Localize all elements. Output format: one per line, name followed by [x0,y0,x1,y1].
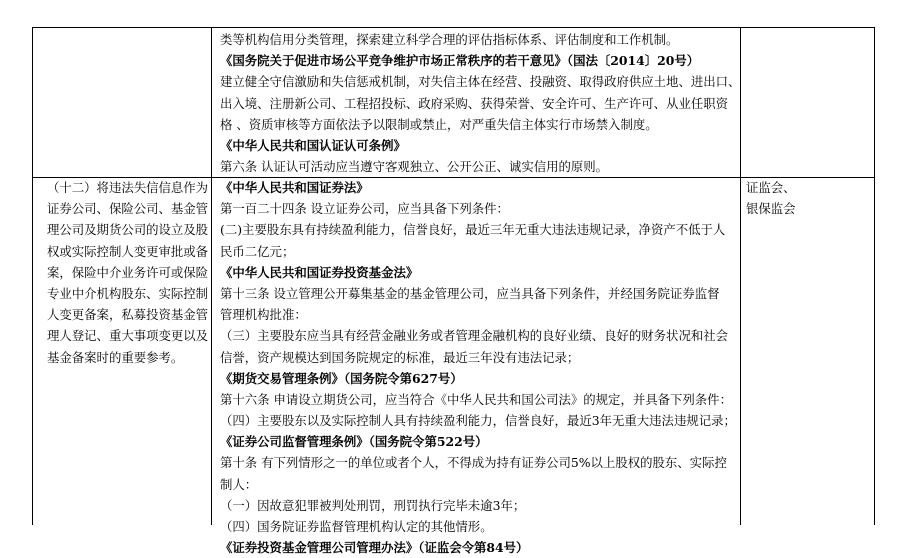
content-line: 《中华人民共和国证券投资基金法》 [220,264,419,280]
content-line: 制人： [220,476,258,492]
agency-line: 银保监会 [746,201,796,217]
content-line: 《中华人民共和国认证认可条例》 [220,137,406,153]
main-row-item-cell [47,177,208,368]
item-line: 基金备案时的重要参考。 [47,349,184,365]
content-line: 管理机构批准： [220,307,307,323]
content-line: 信誉，资产规模达到国务院规定的标准，最近三年没有违法记录； [220,349,580,365]
content-line: 第十六条 申请设立期货公司，应当符合《中华人民共和国公司法》的规定，并具备下列条件： [220,391,732,407]
item-line: 证券公司、保险公司、基金管 [47,201,209,217]
content-line: 《证券投资基金管理公司管理办法》（证监会令第84号） [220,540,529,556]
content-line: 格 、资质审核等方面依法予以限制或禁止，对严重失信主体实行市场禁入制度。 [220,116,658,132]
content-line: 《中华人民共和国证券法》 [220,180,369,195]
item-line: （十二）将违法失信信息作为 [47,180,209,195]
item-line: 人变更备案，私募投资基金管 [47,307,209,323]
content-line: 第六条 认证认可活动应当遵守客观独立、公开公正、诚实信用的原则。 [220,159,609,175]
item-line: 案，保险中介业务许可或保险 [47,264,209,280]
content-line: 第十三条 设立管理公开募集基金的基金管理公司，应当具备下列条件，并经国务院证券监督 [220,285,720,301]
content-line: (二)主要股东具有持续盈利能力，信誉良好，最近三年无重大违法违规记录，净资产不低于人 [220,222,726,238]
item-line: 理公司及期货公司的设立及股 [47,222,209,238]
content-line: 建立健全守信激励和失信惩戒机制，对失信主体在经营、投融资、取得政府供应土地、进出口、 [220,74,741,90]
item-line: 专业中介机构股东、实际控制 [47,285,209,301]
content-line: （四）国务院证券监督管理机构认定的其他情形。 [220,519,493,534]
content-line: （四）主要股东以及实际控制人具有持续盈利能力，信誉良好，最近3年无重大违法违规记录； [220,413,736,429]
top-row-content-cell [220,29,740,177]
content-line: （一）因故意犯罪被判处刑罚，刑罚执行完毕未逾3年； [220,497,526,513]
main-row-agency-cell [746,177,796,219]
content-line: 第一百二十四条 设立证券公司，应当具备下列条件： [220,201,509,217]
content-line: 《证券公司监督管理条例》（国务院令第522号） [220,434,488,450]
content-line: 《国务院关于促进市场公平竞争维护市场正常秩序的若干意见》（国法〔2014〕20号） [220,53,700,69]
item-line: 理人登记、重大事项变更以及 [47,328,209,344]
agency-line: 证监会、 [746,180,796,195]
content-line: 出入境、注册新公司、工程招投标、政府采购、获得荣誉、安全许可、生产许可、从业任职资 [220,95,729,111]
item-line: 权或实际控制人变更审批或备 [47,243,209,259]
regulation-table [32,27,875,556]
content-line: 民币二亿元； [220,243,295,259]
content-line: 第十条 有下列情形之一的单位或者个人，不得成为持有证券公司5%以上股权的股东、实际控 [220,455,727,471]
content-line: （三）主要股东应当具有经营金融业务或者管理金融机构的良好业绩、良好的财务状况和社会 [220,328,729,344]
content-line: 类等机构信用分类管理，探索建立科学合理的评估指标体系、评估制度和工作机制。 [220,32,679,47]
column-divider-1 [211,28,212,525]
main-row-content-cell [220,177,736,558]
content-line: 《期货交易管理条例》（国务院令第627号） [220,370,463,386]
